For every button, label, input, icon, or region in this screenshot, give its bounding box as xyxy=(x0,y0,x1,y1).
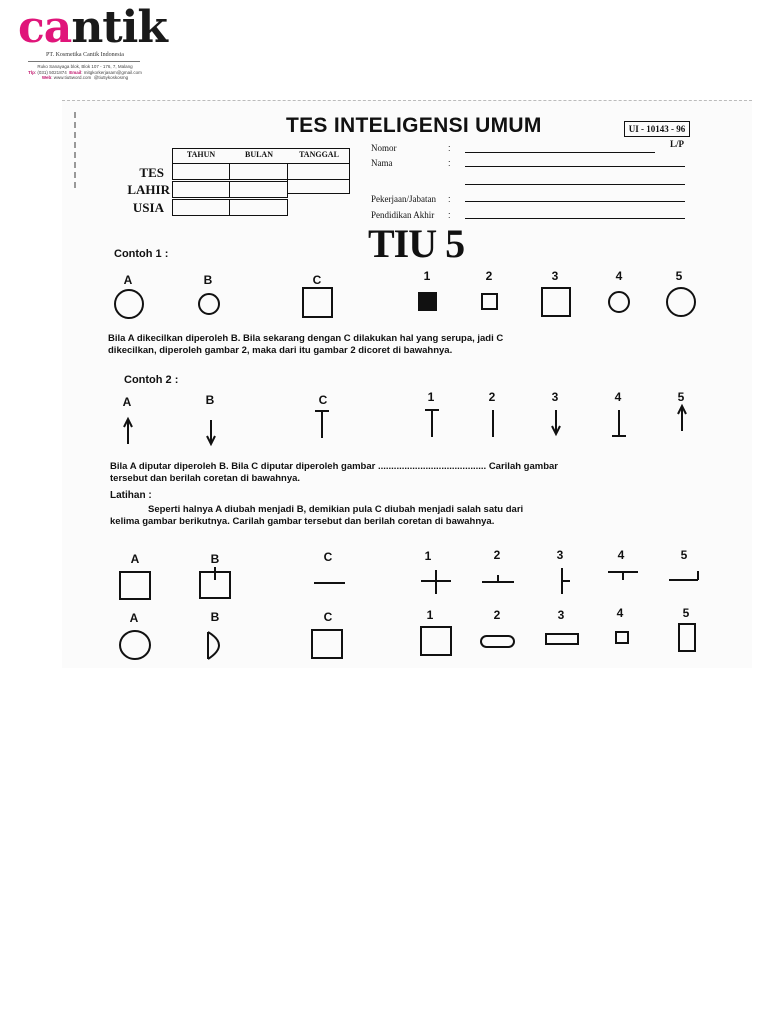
figure-l1-1-cross[interactable] xyxy=(421,570,451,594)
figure-l2-b-half-circle xyxy=(208,632,219,659)
figure-c1-c-square-large xyxy=(303,288,332,317)
option-label: 1 xyxy=(423,269,431,283)
option-label: B xyxy=(205,393,215,407)
figure-l1-4-line-tick-down[interactable] xyxy=(608,572,638,580)
option-label: 4 xyxy=(616,606,624,620)
contoh-2-heading: Contoh 2 : xyxy=(124,374,179,386)
option-label: C xyxy=(323,610,333,624)
figure-c1-1-square-filled xyxy=(419,293,436,310)
figure-l1-2-line-tick[interactable] xyxy=(482,575,514,582)
field-label-pendidikan: Pendidikan Akhir xyxy=(371,210,435,220)
option-label: 3 xyxy=(551,390,559,404)
option-label: 5 xyxy=(675,269,683,283)
figure-l2-2-rounded-bar[interactable] xyxy=(481,636,514,647)
option-label: 1 xyxy=(427,390,435,404)
contoh-1-text-line-2: dikecilkan, diperoleh gambar 2, maka dari itu gambar 2 dicoret di bawahnya. xyxy=(108,345,453,356)
option-label: 5 xyxy=(680,548,688,562)
option-label: 4 xyxy=(615,269,623,283)
option-label: B xyxy=(210,552,220,566)
option-label: 1 xyxy=(426,608,434,622)
test-title: TES INTELIGENSI UMUM xyxy=(286,114,542,137)
figure-c2-5-arrow-up[interactable] xyxy=(678,406,686,431)
option-label: C xyxy=(323,550,333,564)
contoh-1-heading: Contoh 1 : xyxy=(114,248,169,260)
option-label: 3 xyxy=(551,269,559,283)
row-label-usia: USIA xyxy=(132,200,164,215)
option-label: 2 xyxy=(493,608,501,622)
latihan-text-line-2: kelima gambar berikutnya. Carilah gambar tersebut dan berilah coretan di bawahnya. xyxy=(110,516,495,527)
field-colon: : xyxy=(448,143,451,153)
option-label: B xyxy=(210,610,220,624)
contact-line-2: Web: www.tiu5word.com @tiu5ykoskosmg xyxy=(41,75,129,81)
row-label-lahir: LAHIR xyxy=(127,182,170,197)
option-label: A xyxy=(123,273,133,287)
figure-c2-4-inverted-t[interactable] xyxy=(612,410,626,436)
figure-l2-4-small-square[interactable] xyxy=(616,632,628,643)
field-colon: : xyxy=(448,194,451,204)
option-label: B xyxy=(203,273,213,287)
option-label: 5 xyxy=(682,606,690,620)
option-label: 2 xyxy=(488,390,496,404)
gender-label: L/P xyxy=(670,139,685,149)
figure-l2-1-square[interactable] xyxy=(421,627,451,655)
contoh-2-text-line-2: tersebut dan berilah coretan di bawahnya. xyxy=(110,473,301,484)
option-label: 2 xyxy=(493,548,501,562)
latihan-text-line-1: Seperti halnya A diubah menjadi B, demikian pula C diubah menjadi salah satu dari xyxy=(148,504,524,515)
figure-c1-4-circle-small[interactable] xyxy=(609,292,629,312)
option-label: 2 xyxy=(485,269,493,283)
field-colon: : xyxy=(448,210,451,220)
figure-c1-b-circle-small xyxy=(199,294,219,314)
figure-l1-3-vertical-tick[interactable] xyxy=(562,568,570,594)
subtest-title: TIU 5 xyxy=(368,221,465,266)
figure-c1-a-circle-large xyxy=(115,290,143,318)
figure-c1-3-square-large[interactable] xyxy=(542,288,570,316)
option-label: 4 xyxy=(614,390,622,404)
contoh-2-text-line-1: Bila A diputar diperoleh B. Bila C diputar diperoleh gambar ......................................... Carilah gambar xyxy=(110,461,558,472)
field-label-nama: Nama xyxy=(371,158,393,168)
option-label: 3 xyxy=(556,548,564,562)
figure-c2-a-arrow-up xyxy=(124,419,132,444)
form-code: UI - 10143 - 96 xyxy=(624,121,690,137)
field-label-nomor: Nomor xyxy=(371,143,397,153)
col-header-bulan: BULAN xyxy=(244,150,273,159)
figure-c2-b-arrow-down xyxy=(207,420,215,444)
figure-l2-a-circle xyxy=(120,631,150,659)
figure-l1-a-square xyxy=(120,572,150,599)
option-label: A xyxy=(130,552,140,566)
option-label: C xyxy=(318,393,328,407)
field-label-pekerjaan: Pekerjaan/Jabatan xyxy=(371,194,436,204)
contact-line-1: Tlp: (031) 5021874 Email: mitgkorkerjasam@gmail.com xyxy=(28,69,142,75)
option-label: A xyxy=(129,611,139,625)
contoh-1-text-line-1: Bila A dikecilkan diperoleh B. Bila sekarang dengan C dilakukan hal yang serupa, jadi C xyxy=(108,333,504,344)
figure-c1-5-circle-large[interactable] xyxy=(667,288,695,316)
option-label: 1 xyxy=(424,549,432,563)
col-header-tahun: TAHUN xyxy=(186,150,216,159)
option-label: 5 xyxy=(677,390,685,404)
figure-c2-3-arrow-down[interactable] xyxy=(552,410,560,434)
latihan-heading: Latihan : xyxy=(110,490,152,501)
figure-l2-c-square xyxy=(312,630,342,658)
figure-l2-5-tall-rectangle[interactable] xyxy=(679,624,695,651)
option-label: A xyxy=(122,395,132,409)
option-label: C xyxy=(312,273,322,287)
option-label: 4 xyxy=(617,548,625,562)
figure-c1-2-square-small[interactable] xyxy=(482,294,497,309)
figure-l2-3-bar[interactable] xyxy=(546,634,578,644)
figure-l1-b-square-tick xyxy=(200,567,230,598)
row-label-tes: TES xyxy=(139,165,164,180)
figure-c2-1-t-shape[interactable] xyxy=(425,410,439,437)
company-name: PT. Kosmetika Cantik Indonesia xyxy=(46,52,124,58)
option-label: 3 xyxy=(557,608,565,622)
field-colon: : xyxy=(448,158,451,168)
company-logo: cantik xyxy=(18,2,167,53)
figure-l1-5-l-shape[interactable] xyxy=(669,571,698,580)
company-address: Ruko Sanayaga blok, Blok 107 - 176, 7, Malang xyxy=(37,64,133,69)
figure-c2-c-t-shape xyxy=(315,411,329,438)
col-header-tanggal: TANGGAL xyxy=(299,150,339,159)
